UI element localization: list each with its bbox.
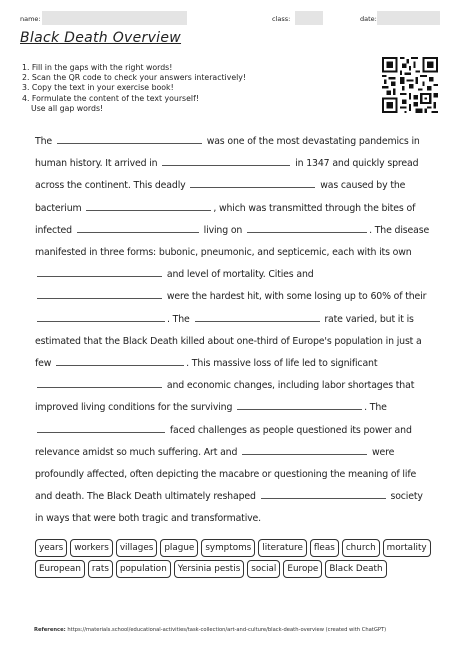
page-title: Black Death Overview [20,30,182,46]
text-segment: living on [203,224,243,236]
word-bank-item[interactable]: villages [116,539,158,557]
text-segment: in 1347 and quickly spread across the continent. This deadly [35,158,419,192]
word-bank-item[interactable]: symptoms [201,539,255,557]
text-segment: The [35,136,52,147]
word-bank-item[interactable]: Europe [283,560,322,578]
gap-blank[interactable] [237,408,362,410]
word-bank-item[interactable]: literature [258,539,307,557]
gap-blank[interactable] [37,275,162,277]
word-bank-item[interactable]: mortality [383,539,431,557]
text-segment: society in ways that were both tragic and transformative. [35,491,423,525]
word-bank-item[interactable]: church [342,539,380,557]
gap-blank[interactable] [242,453,367,455]
name-field[interactable] [42,11,187,25]
class-label: class: [272,15,291,23]
qr-code-icon[interactable] [382,57,438,113]
instruction-item: 3. Copy the text in your exercise book! [22,83,174,93]
gap-blank[interactable] [190,186,315,188]
gap-blank[interactable] [37,386,162,388]
word-bank-item[interactable]: Black Death [325,560,386,578]
text-segment: rate varied, but it is estimated that the Black Death killed about one-third of Europe's population in just a few [35,313,422,370]
word-bank-item[interactable]: plague [160,539,198,557]
word-bank-item[interactable]: rats [88,560,113,578]
instruction-item: Use all gap words! [31,103,104,113]
instruction-item: 2. Scan the QR code to check your answers interactively! [22,73,247,83]
gap-blank[interactable] [86,209,211,211]
gap-blank[interactable] [37,297,162,299]
text-segment: . The disease manifested in three forms: bubonic, pneumonic, and septicemic, each with its own [35,224,430,259]
gap-blank[interactable] [56,364,184,366]
text-segment: were the hardest hit, with some losing up to 60% of their [166,291,427,303]
instruction-item: 4. Formulate the content of the text yourself! [22,93,199,103]
gap-blank[interactable] [261,497,386,499]
text-segment: . This massive loss of life led to significant [186,358,378,370]
text-segment: and level of mortality. Cities and [166,269,314,281]
gap-blank[interactable] [77,231,199,233]
gap-blank[interactable] [57,142,202,144]
date-label: date: [360,15,377,23]
word-bank-item[interactable]: years [35,539,67,557]
reference [34,627,386,633]
text-segment: . The [167,313,190,325]
text-segment: , which was transmitted through the bites of infected [35,202,416,236]
word-bank-item[interactable]: fleas [310,539,339,557]
word-bank-item[interactable]: population [116,560,171,578]
class-field[interactable] [295,11,323,25]
text-segment: was one of the most devastating pandemics in human history. It arrived in [35,136,420,170]
reference-text[interactable]: https://materials.school/educational-activities/task-collection/art-and-culture/black-death-overview (created with ChatGPT) [67,627,387,633]
name-label: name: [20,15,41,23]
text-segment: were profoundly affected, often depicting the macabre or questioning the meaning of life and death. The Black Death ultimately reshaped [35,446,417,503]
gap-blank[interactable] [247,231,367,233]
reference-label: Reference: [34,627,66,633]
gap-text [35,131,430,531]
instructions [22,63,246,114]
gap-blank[interactable] [37,431,165,433]
date-field[interactable] [377,11,440,25]
text-segment: and economic changes, including labor shortages that improved living conditions for the surviving [35,380,415,414]
gap-blank[interactable] [162,164,290,166]
text-segment: . The [364,402,387,414]
worksheet-header [20,11,440,27]
word-bank [35,539,435,578]
text-segment: faced challenges as people questioned its power and relevance amidst so much suffering. Art and [35,424,412,458]
text-segment: was caused by the bacterium [35,180,406,214]
instruction-item: 1. Fill in the gaps with the right words! [22,63,173,72]
word-bank-item[interactable]: social [247,560,280,578]
word-bank-item[interactable]: workers [70,539,113,557]
gap-blank[interactable] [195,320,320,322]
word-bank-item[interactable]: European [35,560,85,578]
word-bank-item[interactable]: Yersinia pestis [174,560,245,578]
gap-blank[interactable] [37,320,165,322]
